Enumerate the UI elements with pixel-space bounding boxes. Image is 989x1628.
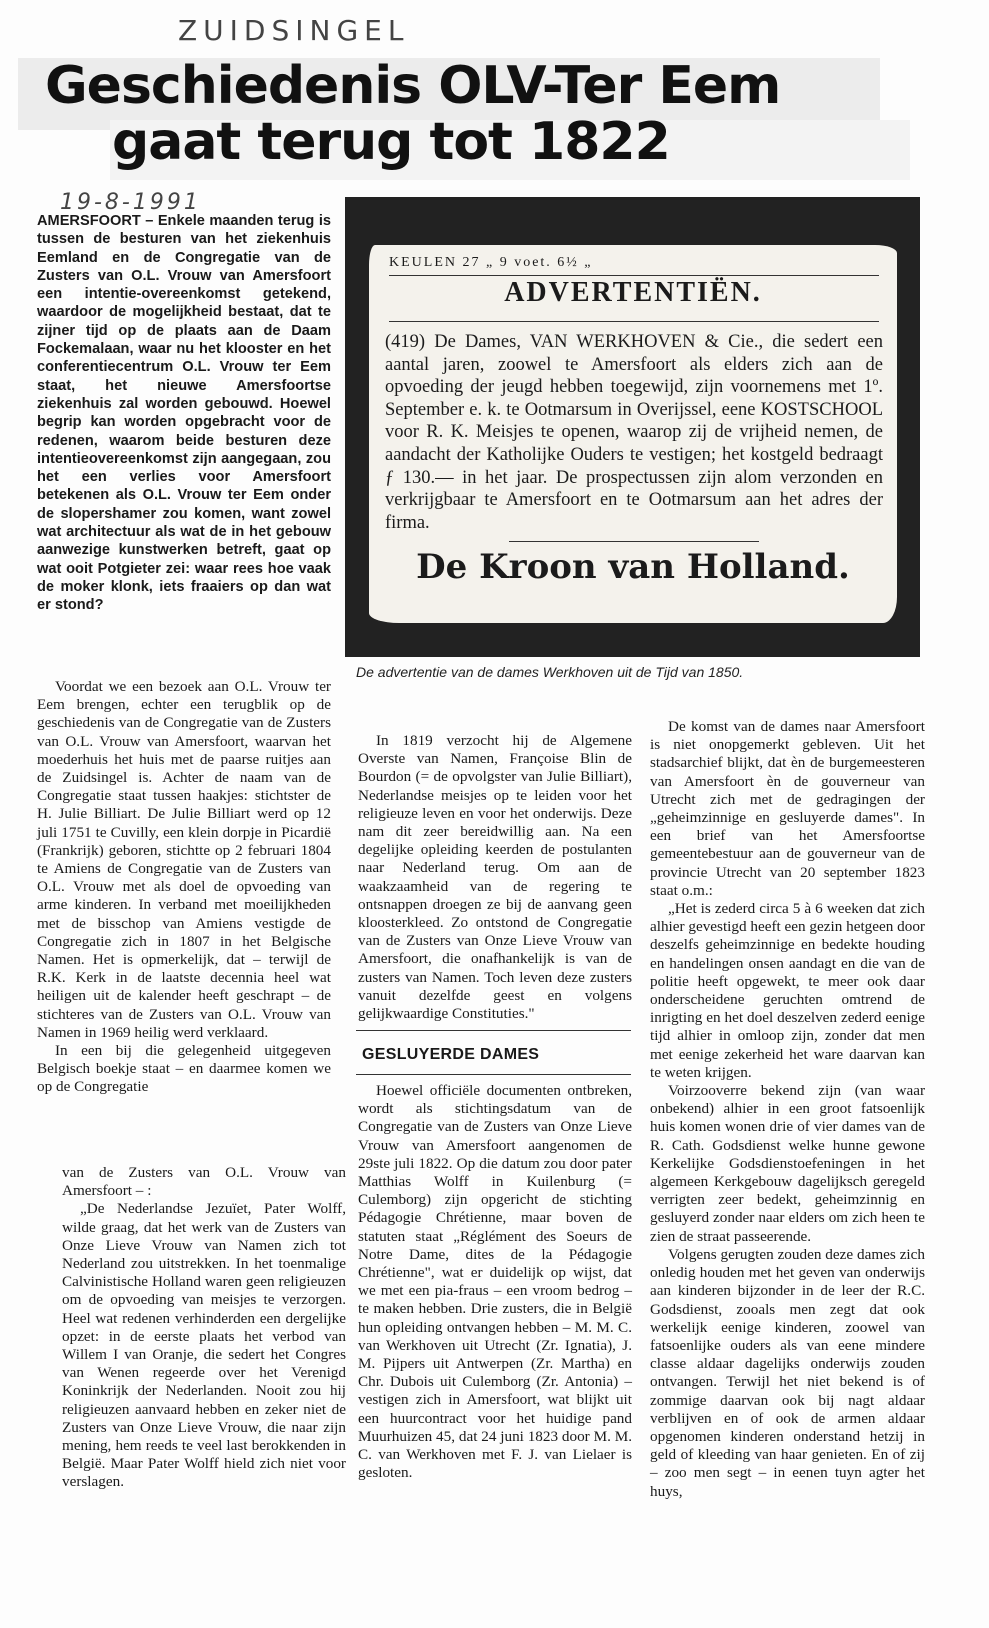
column-2-divider-bottom [356,1074,631,1075]
handwritten-date: 19-8-1991 [60,190,201,215]
col3-paragraph-4: Volgens gerugten zouden deze dames zich onledig houden met het geven van onderwijs aan kinderen bijzonder in de leer der R.C. Godsdienst, zooals men zegt dat ook werkelijk eenige kinderen, zoowel van fatsoenlijke ouders als van eene mindere classe aldaar dagelijks onderwijs zouden ontvangen. Terwijl het niet bekend is of zommige daarvan ook bij nagt aldaar verblijven en of ook de armen aldaar opgenomen kinderen onderstand hetzij in geld of kleeding van haar genieten. En of zij – zoo men segt – in eenen tuyn agter het huys, [650,1245,925,1500]
col1-paragraph-4: „De Nederlandse Jezuïet, Pater Wolff, wilde graag, dat het werk van de Zusters van Onze Lieve Vrouw van Namen zich tot Nederland zou uitstrekken. In het toenmalige Calvinistische Holland waren geen religieuzen om de opvoeding van meisjes te verzorgen. Heel wat redenen verhinderden een dergelijke opzet: in de eerste plaats het verbod van Willem I van Oranje, die sedert het Congres van Wenen regeerde over het Verenigd Koninkrijk der Nederlanden. Nooit zou hij religieuzen aanvaard hebben en zeker niet de Zusters van Onze Lieve Vrouw, die naar zijn mening, hem reeds te veel last berokkenden in België. Maar Pater Wolff hield zich niet voor verslagen. [62,1200,346,1491]
col3-paragraph-3: Voirzooverre bekend zijn (van waar onbekend) alhier in een groot fatsoenlijk huis komen wonen drie of vier dames van de R. Cath. Godsdienst welke hunne gewone Kerkelijke Godsdienstoefeningen in het algemeen Kerkgebouw dagelijksch geregeld verrigten zeer bedekt, geheimzinnig en gesluyerd zonder naar elders om zich heen te zien de straat passeerende. [650,1082,925,1245]
advertisement-image [345,197,920,657]
column-1-continued [62,1164,346,1492]
handwritten-header: ZUIDSINGEL [178,14,410,47]
column-2 [358,732,632,1023]
lead-text: AMERSFOORT – Enkele maanden terug is tussen de besturen van het ziekenhuis Eemland en de Congregatie van de Zusters van O.L. Vrouw van Amersfoort een intentie-overeenkomst getekend, waardoor de mogelijkheid bestaat, dat te zijner tijd op de plaats aan de Daam Fockemalaan, waar nu het klooster en het conferentiecentrum O.L. Vrouw ter Eem staat, het nieuwe Amersfoortse ziekenhuis zal worden gebouwd. Hoewel begrip kan worden opgebracht voor de redenen, waarom beide besturen deze intentieovereenkomst zijn aangegaan, zou het een verlies voor Amersfoort betekenen als O.L. Vrouw ter Eem onder de slopershamer zou komen, want zowel wat architectuur als wat de in het gebouw aanwezige kunstwerken betreft, gaat op wat ooit Potgieter zei: waar rees hoe vaak de moker klonk, iets fraaiers op dan wat er stond? [37,213,331,614]
column-2-lower [358,1082,632,1482]
ad-caption: De advertentie van de dames Werkhoven uit de Tijd van 1850. [356,664,744,680]
col1-paragraph-3: van de Zusters van O.L. Vrouw van Amersfoort – : [62,1164,346,1200]
advertisement-paper [369,245,897,623]
col1-paragraph-1: Voordat we een bezoek aan O.L. Vrouw ter Eem brengen, echter een terugblik op de geschiedenis van de Congregatie van de Zusters van O.L. Vrouw van Amersfoort, waarvan het moederhuis het huis met de paarse ruitjes aan de Zuidsingel is. Achter de naam van de Congregatie staat tussen haakjes: stichtster de H. Julie Billiart. De Julie Billiart werd op 12 juli 1751 te Cuvilly, een klein dorpje in Picardië (Frankrijk) geboren, stichtte op 2 februari 1804 te Amiens de Congregatie van de Zusters van O.L. Vrouw met als doel de opvoeding van arme kinderen. In verband met moeilijkheden met de bisschop van Amiens vestigde de Congregatie zich in 1807 in het Belgische Namen. Het is opmerkelijk, dat – terwijl de R.K. Kerk in de laatste decennia heel wat heiligen uit de kalender heeft geschrapt – de stichteres van de Zusters van O.L. Vrouw van Namen in 1969 heilig werd verklaard. [37,678,331,1041]
headline-line-1: Geschiedenis OLV-Ter Eem [45,56,781,116]
col1-paragraph-2: In een bij die gelegenheid uitgegeven Belgisch boekje staat – en daarmee komen we op de Congregatie [37,1042,331,1096]
ad-header-line: KEULEN 27 „ 9 voet. 6½ „ [389,255,593,270]
col2-paragraph-1: In 1819 verzocht hij de Algemene Overste van Namen, Françoise Blin de Bourdon (= de opvolgster van Julie Billiart), Nederlandse meisjes op te leiden voor het religieuze leven en voor het onderwijs. Deze nam dit zeer bereidwillig aan. Na een degelijke opleiding keerden de postulanten naar Nederland terug. Om aan de waakzaamheid van de regering te ontsnappen droegen ze bij de aanvang geen kloosterkleed. Zo ontstond de Congregatie van de Zusters van Onze Lieve Vrouw van Amersfoort, die onafhankelijk is van de zusters van Namen. Toch leven deze zusters vanuit dezelfde geest en volgens gelijkwaardige Constituties." [358,732,632,1023]
subheading: GESLUYERDE DAMES [362,1046,540,1063]
column-2-divider-top [356,1030,631,1031]
ad-signature: De Kroon van Holland. [416,547,850,587]
ad-rule-bottom [509,541,759,542]
col3-paragraph-1: De komst van de dames naar Amersfoort is niet onopgemerkt gebleven. Uit het stadsarchief blijkt, dat èn de burgemeesteren van Amersfoort èn de gouverneur van Utrecht zich met de gedragingen der „geheimzinnige en gesluyerde dames". In een brief van het Amersfoortse gemeentebestuur aan de gouverneur van de provincie Utrecht van 20 september 1823 staat o.m.: [650,718,925,899]
col2-paragraph-2: Hoewel officiële documenten ontbreken, wordt als stichtingsdatum van de Congregatie van de Zusters van Onze Lieve Vrouw van Amersfoort aangenomen de 29ste juli 1822. Op die datum zou door pater Matthias Wolff in Kuilenburg (= Culemborg) zijn opgericht de stichting Pédagogie Chrétienne, maar boven de statuten staat „Réglément des Soeurs de Notre Dame, dites de la Pédagogie Chrétienne", wat er duidelijk op wijst, dat we met een pia-fraus – een vroom bedrog – te maken hebben. Drie zusters, die in België hun opleiding ontvangen hebben – M. M. C. van Werkhoven uit Utrecht (Zr. Ignatia), J. M. Pijpers uit Antwerpen (Zr. Martha) en Chr. Dubois uit Culemborg (Zr. Antonia) – vestigen zich in Amersfoort, wat blijkt uit een huurcontract voor het huidige pand Muurhuizen 45, dat 24 juni 1823 door M. M. C. van Werkhoven met F. J. van Lielaer is gesloten. [358,1082,632,1482]
ad-rule-title [389,321,879,322]
ad-title: ADVERTENTIËN. [504,277,762,308]
column-1-body [37,678,331,1097]
ad-body: (419) De Dames, VAN WERKHOVEN & Cie., die sedert een aantal jaren, zoowel te Amersfoort als elders zich aan de opvoeding der jeugd hebben toegewijd, zijn voornemens met 1º. September e. k. te Ootmarsum in Overijssel, eene KOSTSCHOOL voor R. K. Meisjes te openen, waarop zij de vrijheid nemen, de aandacht der Katholijke Ouders te vestigen; het kostgeld bedraagt ƒ 130.— in het jaar. De prospectussen zijn alom verzonden en verkrijgbaar te Amersfoort en te Ootmarsum aan het adres der firma. [385,332,883,533]
lead-paragraph [37,212,331,615]
col3-paragraph-2: „Het is zederd circa 5 à 6 weeken dat zich alhier gevestigd heeft een gezin hetgeen door deszelfs geheimzinnige en bedekte houding en handelingen onsen aandagt en die van de politie heeft opgewekt, te meer ook daar onderscheidene geruchten omtrend de inrigting en het doel deszelven zederd eenige tijd alhier in omloop zijn, zonder dat men met eenige zekerheid het ware daarvan kan te weten krijgen. [650,900,925,1081]
column-3 [650,718,925,1501]
headline-line-2: gaat terug tot 1822 [112,112,670,172]
ad-rule-top [389,275,879,276]
